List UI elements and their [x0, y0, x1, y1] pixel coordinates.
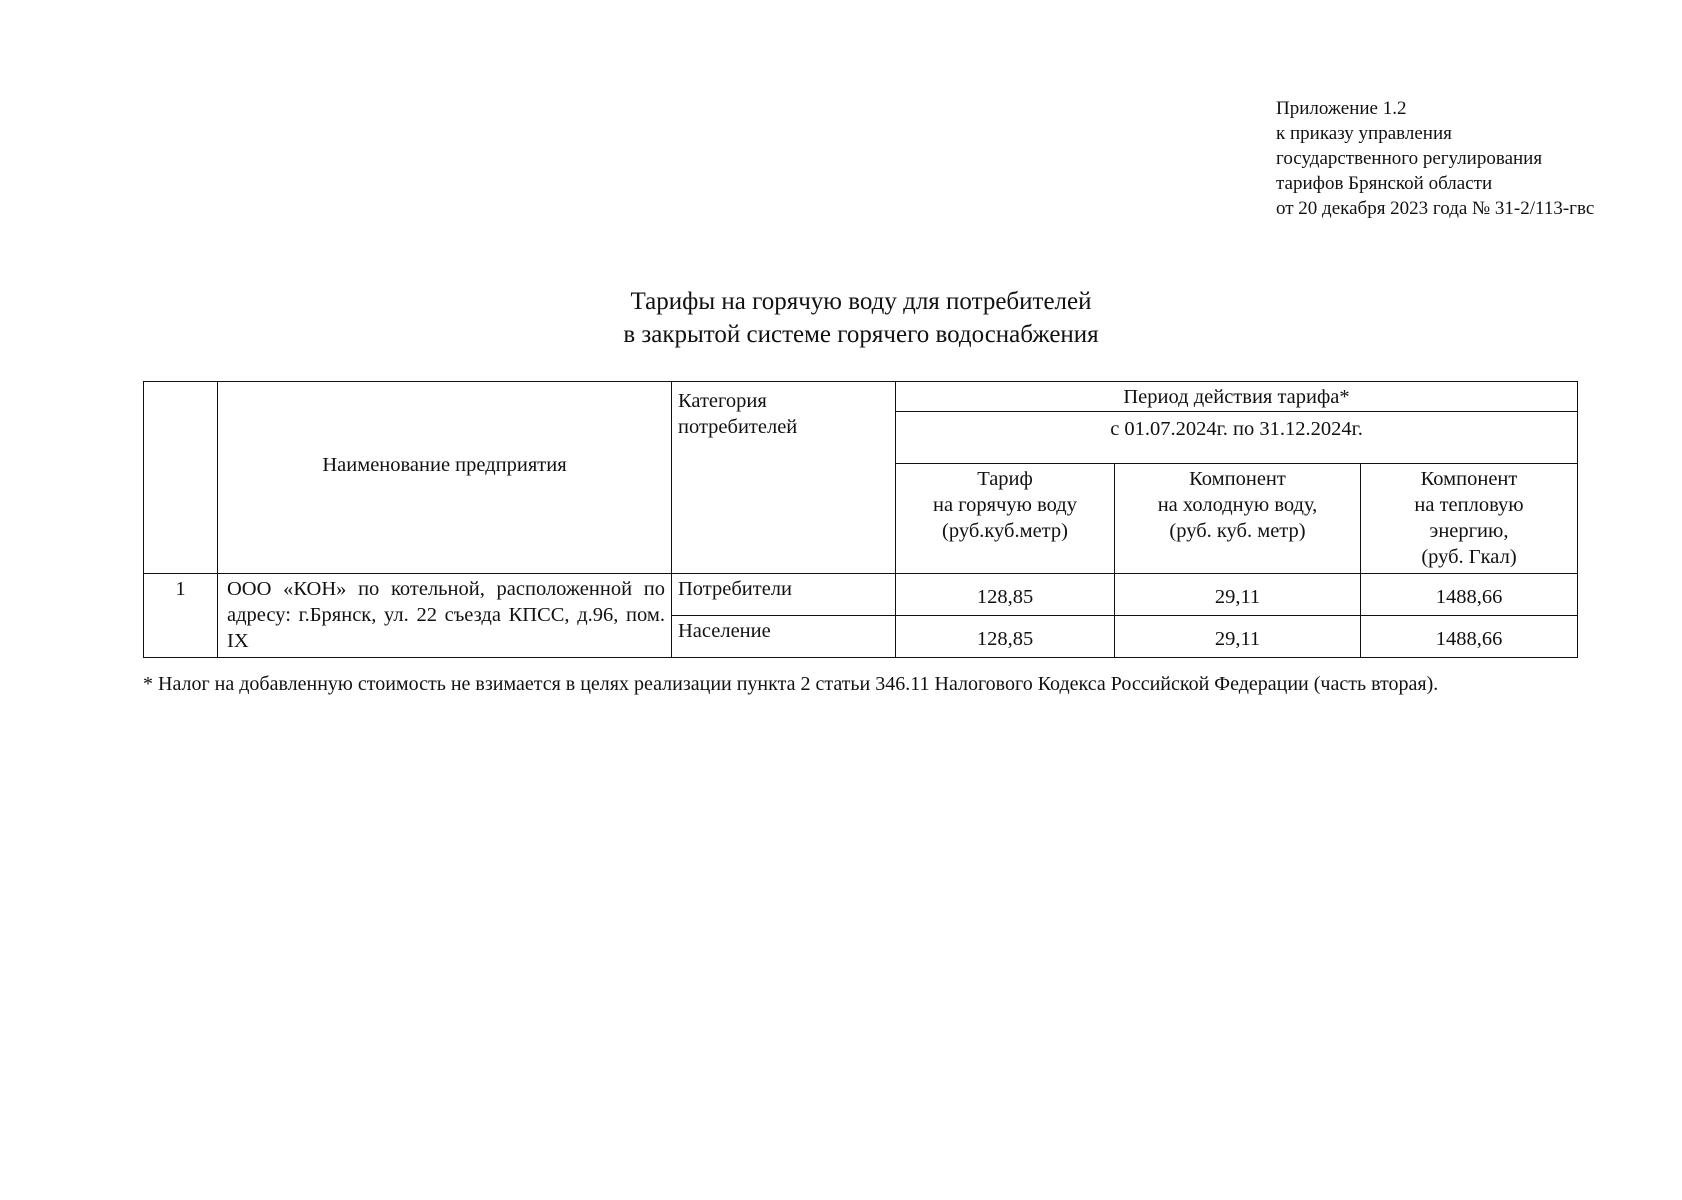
title-line-1: Тарифы на горячую воду для потребителей [630, 288, 1092, 315]
header-tariff-hot-water [896, 464, 1115, 574]
header-heat-line-1: Компонент [1420, 468, 1518, 490]
header-index-cell [144, 382, 218, 574]
consumer-category: Население [672, 616, 896, 658]
cold-water-value: 29,11 [1115, 574, 1361, 616]
heat-energy-value: 1488,66 [1361, 574, 1578, 616]
heat-energy-value: 1488,66 [1361, 616, 1578, 658]
consumer-category: Потребители [672, 574, 896, 616]
header-row-period [144, 382, 1578, 412]
row-index: 1 [144, 574, 218, 658]
header-tariff-line-3: (руб.куб.метр) [942, 520, 1068, 542]
tariff-value: 128,85 [896, 616, 1115, 658]
header-cold-line-3: (руб. куб. метр) [1169, 520, 1306, 542]
header-heat-line-4: (руб. Гкал) [1421, 546, 1517, 568]
header-heat-line-3: энергию, [1429, 520, 1509, 542]
table-row [144, 574, 1578, 616]
header-cold-line-1: Компонент [1189, 468, 1286, 490]
appendix-line-1: Приложение 1.2 [1276, 98, 1407, 119]
header-heat-line-2: на тепловую [1414, 494, 1524, 516]
header-cold-line-2: на холодную воду, [1157, 494, 1318, 516]
organization-name: ООО «КОН» по котельной, расположенной по адресу: г.Брянск, ул. 22 съезда КПСС, д.96, пом. IX [218, 574, 672, 658]
appendix-line-2: к приказу управления [1276, 123, 1452, 144]
appendix-line-3: государственного регулирования [1276, 148, 1543, 169]
cold-water-value: 29,11 [1115, 616, 1361, 658]
header-heat-energy-component [1361, 464, 1578, 574]
title-line-2: в закрытой системе горячего водоснабжения [623, 321, 1099, 348]
appendix-reference [1276, 96, 1594, 221]
header-cold-water-component [1115, 464, 1361, 574]
header-tariff-line-2: на горячую воду [933, 494, 1077, 516]
appendix-line-4: тарифов Брянской области [1276, 173, 1493, 194]
header-period-dates: с 01.07.2024г. по 31.12.2024г. [896, 412, 1578, 464]
header-period-title: Период действия тарифа* [896, 382, 1578, 412]
header-enterprise-name: Наименование предприятия [218, 382, 672, 574]
header-category-line-1: Категория [678, 390, 767, 412]
tariff-table [143, 381, 1578, 658]
appendix-line-5: от 20 декабря 2023 года № 31-2/113-гвс [1276, 198, 1595, 219]
header-category-line-2: потребителей [678, 416, 798, 438]
tax-footnote: * Налог на добавленную стоимость не взимается в целях реализации пункта 2 статьи 346.11 Налогового Кодекса Российской Федерации (часть вторая). [143, 673, 1439, 695]
document-title [0, 285, 1682, 351]
header-consumer-category [672, 382, 896, 574]
tariff-value: 128,85 [896, 574, 1115, 616]
header-tariff-line-1: Тариф [977, 468, 1033, 490]
